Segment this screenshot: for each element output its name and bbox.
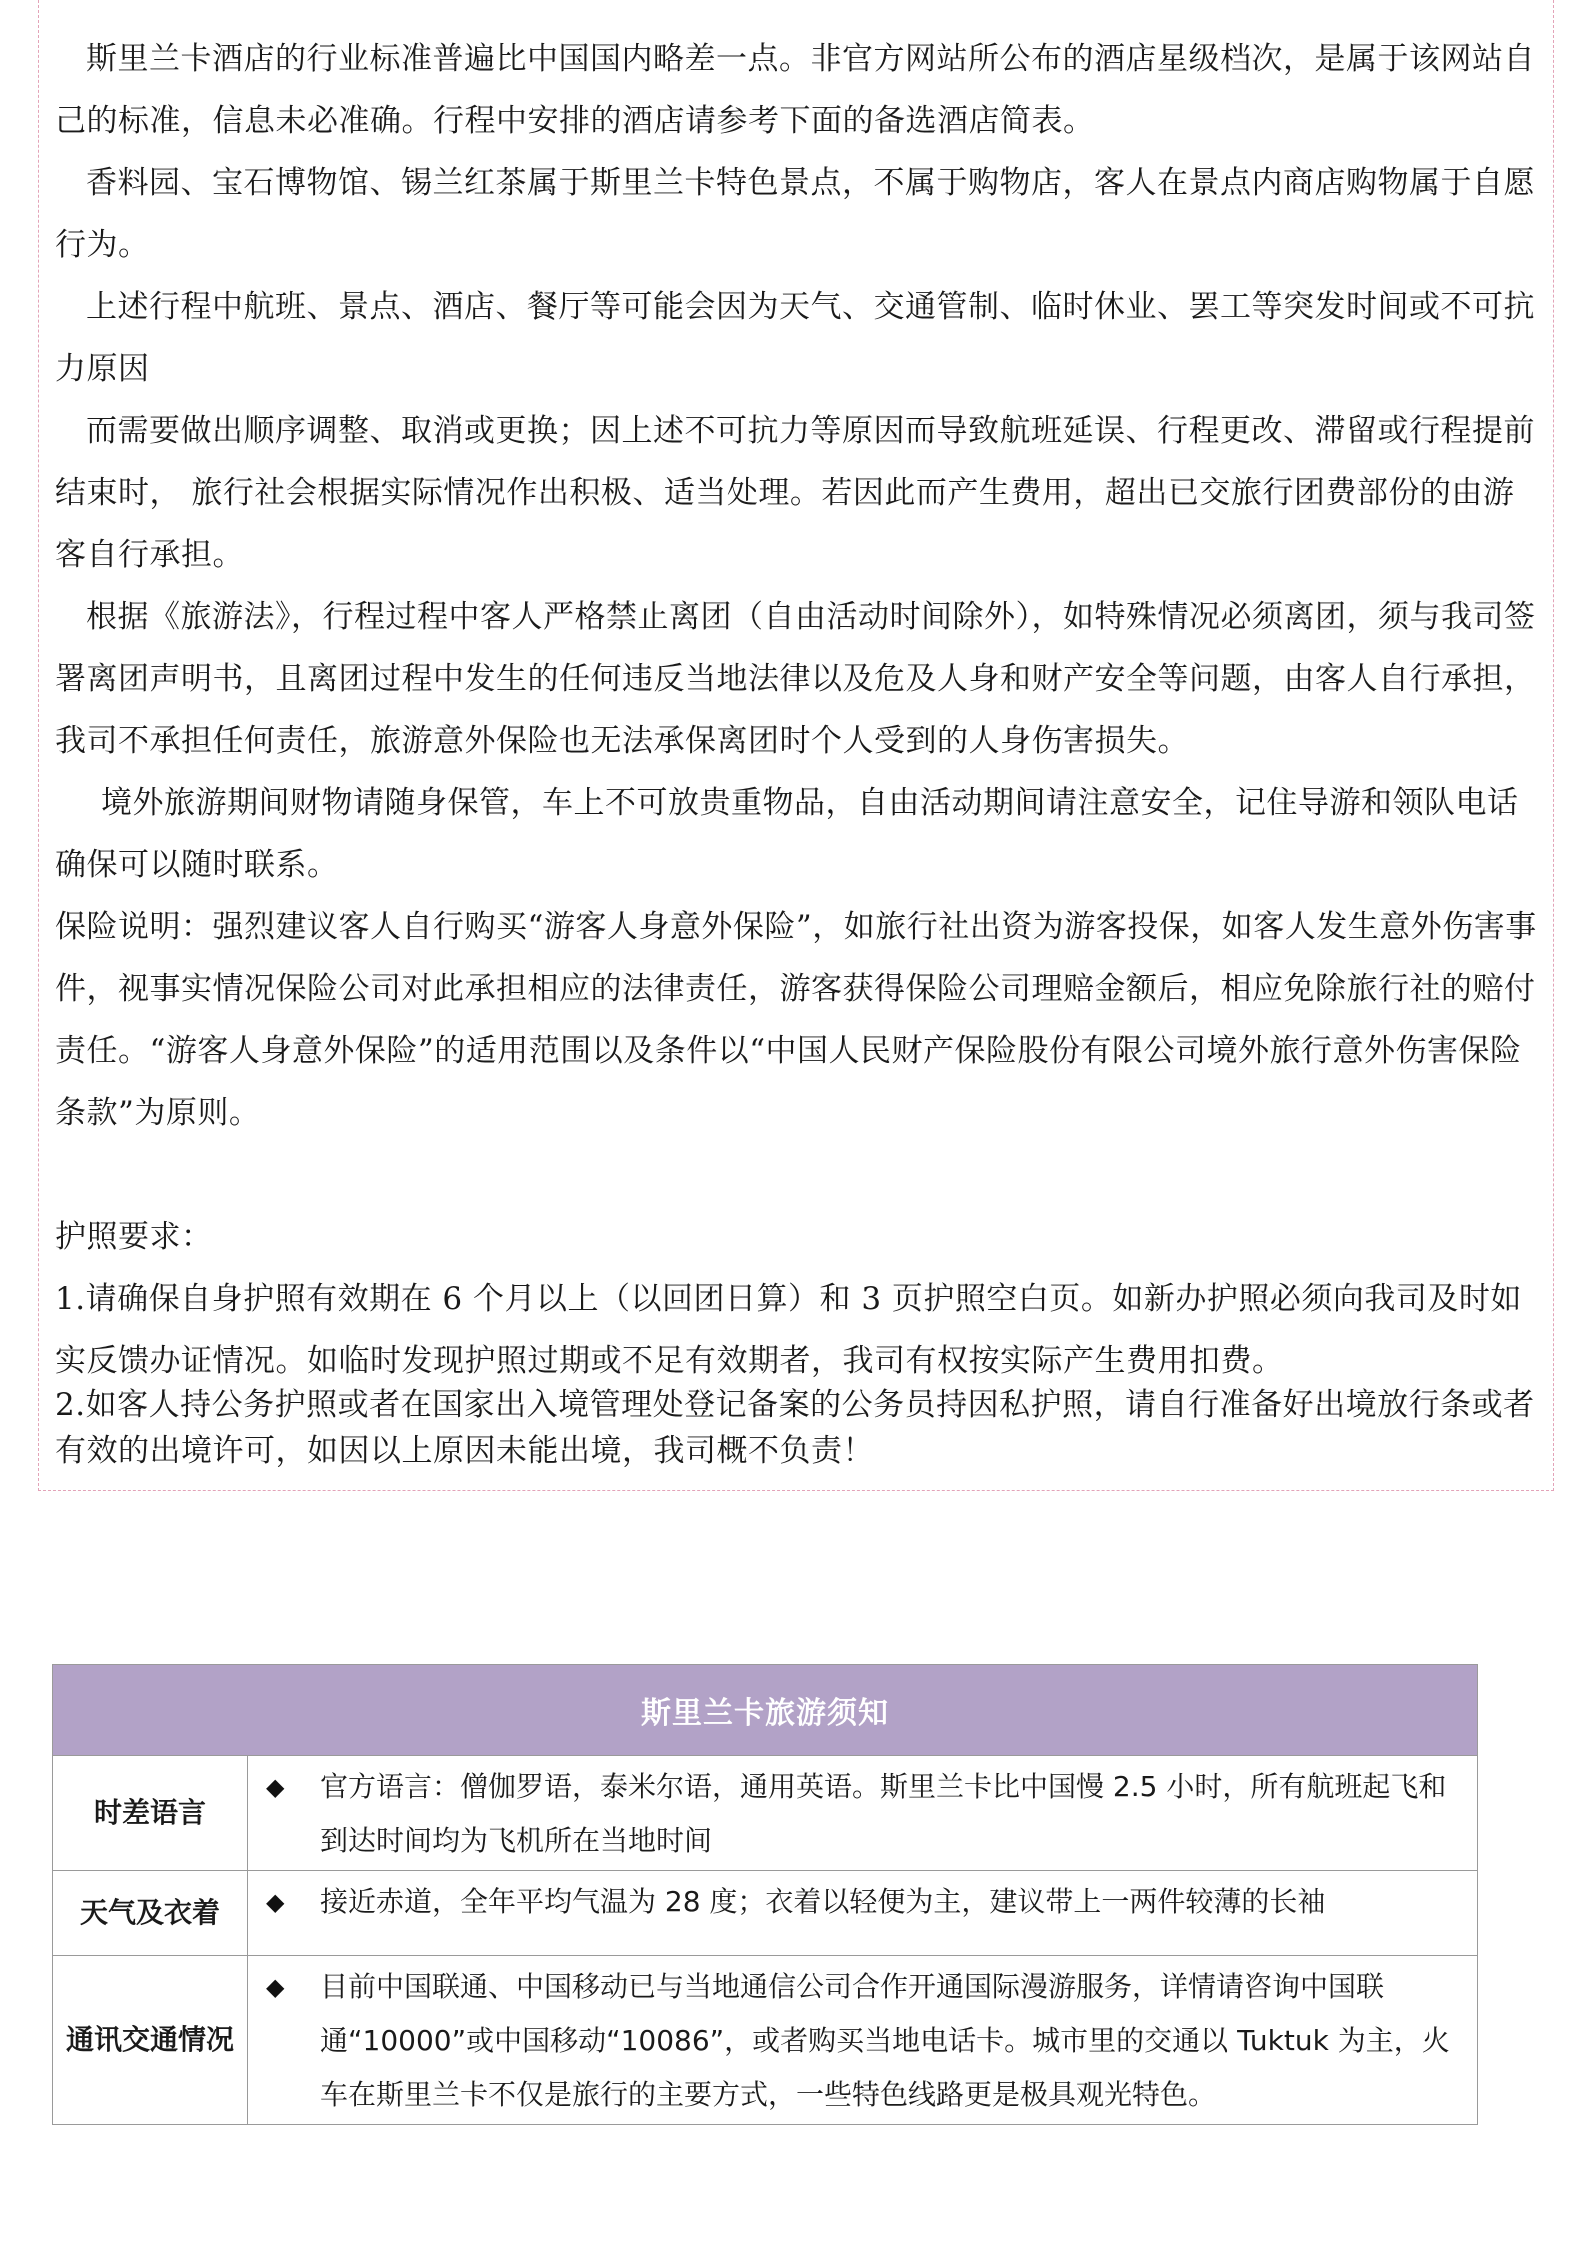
passport-requirement-1: 1.请确保自身护照有效期在 6 个月以上（以回团日算）和 3 页护照空白页。如新办护照必须向我司及时如实反馈办证情况。如临时发现护照过期或不足有效期者，我司有权按实际产生费用扣费。	[55, 1281, 1522, 1379]
passport-requirement-2: 2.如客人持公务护照或者在国家出入境管理处登记备案的公务员持因私护照，请自行准备好出境放行条或者有效的出境许可，如因以上原因未能出境，我司概不负责！	[55, 1387, 1535, 1469]
group-departure-note: 根据《旅游法》，行程过程中客人严格禁止离团（自由活动时间除外），如特殊情况必须离团，须与我司签署离团声明书，且离团过程中发生的任何违反当地法律以及危及人身和财产安全等问题，由客人自行承担，我司不承担任何责任，旅游意外保险也无法承保离团时个人受到的人身伤害损失。	[55, 599, 1536, 759]
communication-transport-text: 目前中国联通、中国移动已与当地通信公司合作开通国际漫游服务，详情请咨询中国联通“10000”或中国移动“10086”，或者购买当地电话卡。城市里的交通以 Tuktuk 为主，火车在斯里兰卡不仅是旅行的主要方式，一些特色线路更是极具观光特色。	[320, 1970, 1450, 2111]
row-content-time-language	[248, 1756, 1478, 1871]
row-label-time-language: 时差语言	[53, 1756, 248, 1871]
travel-notes-box	[38, 0, 1554, 1491]
time-language-text: 官方语言：僧伽罗语，泰米尔语，通用英语。斯里兰卡比中国慢 2.5 小时，所有航班起飞和到达时间均为飞机所在当地时间	[320, 1770, 1447, 1857]
belongings-safety-note: 境外旅游期间财物请随身保管，车上不可放贵重物品，自由活动期间请注意安全，记住导游和领队电话确保可以随时联系。	[55, 785, 1519, 883]
row-label-weather-clothing: 天气及衣着	[53, 1871, 248, 1956]
schedule-change-note: 而需要做出顺序调整、取消或更换；因上述不可抗力等原因而导致航班延误、行程更改、滞留或行程提前结束时， 旅行社会根据实际情况作出积极、适当处理。若因此而产生费用，超出已交旅行团费部份的由游客自行承担。	[55, 413, 1535, 573]
attractions-note: 香料园、宝石博物馆、锡兰红茶属于斯里兰卡特色景点，不属于购物店，客人在景点内商店购物属于自愿行为。	[55, 165, 1535, 263]
guide-table-title: 斯里兰卡旅游须知	[53, 1665, 1478, 1756]
passport-heading: 护照要求：	[55, 1219, 213, 1255]
diamond-bullet-icon: ◆	[266, 1973, 285, 2001]
diamond-bullet-icon: ◆	[266, 1773, 285, 1801]
sri-lanka-travel-guide-table	[52, 1664, 1478, 2125]
hotel-standard-note: 斯里兰卡酒店的行业标准普遍比中国国内略差一点。非官方网站所公布的酒店星级档次，是属于该网站自己的标准，信息未必准确。行程中安排的酒店请参考下面的备选酒店简表。	[55, 41, 1535, 139]
insurance-note: 保险说明：强烈建议客人自行购买“游客人身意外保险”，如旅行社出资为游客投保，如客人发生意外伤害事件，视事实情况保险公司对此承担相应的法律责任，游客获得保险公司理赔金额后，相应免除旅行社的赔付责任。“游客人身意外保险”的适用范围以及条件以“中国人民财产保险股份有限公司境外旅行意外伤害保险条款”为原则。	[55, 909, 1537, 1131]
row-label-communication-transport: 通讯交通情况	[53, 1956, 248, 2125]
table-row	[53, 1871, 1478, 1956]
table-row	[53, 1956, 1478, 2125]
weather-clothing-text: 接近赤道，全年平均气温为 28 度；衣着以轻便为主，建议带上一两件较薄的长袖	[320, 1885, 1326, 1918]
force-majeure-note: 上述行程中航班、景点、酒店、餐厅等可能会因为天气、交通管制、临时休业、罢工等突发时间或不可抗力原因	[55, 289, 1535, 387]
row-content-communication-transport	[248, 1956, 1478, 2125]
row-content-weather-clothing	[248, 1871, 1478, 1956]
diamond-bullet-icon: ◆	[266, 1888, 285, 1916]
table-row	[53, 1756, 1478, 1871]
